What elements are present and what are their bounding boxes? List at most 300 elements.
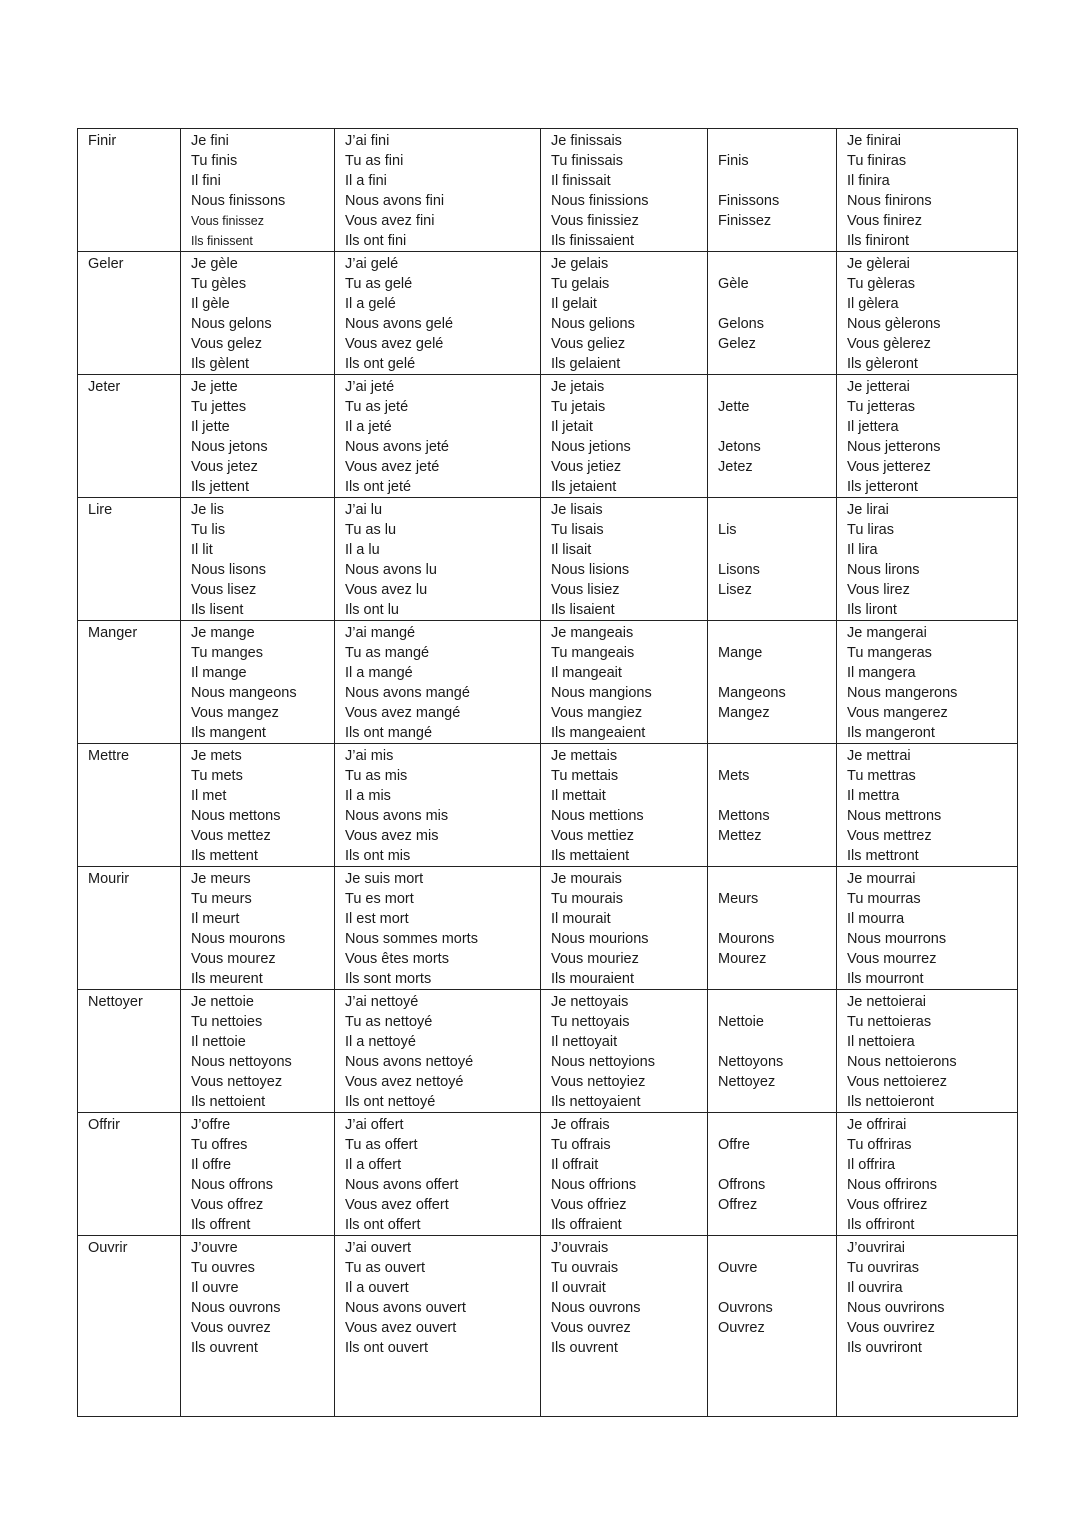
conjugation-form: Ils ont offert [345, 1217, 421, 1233]
conjugation-form: Il ouvrait [551, 1280, 606, 1296]
conjugation-form: Je suis mort [345, 871, 424, 887]
conjugation-form: Je mourrai [847, 871, 916, 887]
conjugation-form: Nous avons fini [345, 193, 445, 209]
present-tense-cell [181, 129, 335, 252]
conjugation-form: Mettez [718, 828, 762, 844]
conjugation-form [718, 1215, 826, 1235]
conjugation-form: J’ai fini [345, 133, 390, 149]
conjugation-form: Tu lis [191, 522, 226, 538]
conjugation-form: Je finirai [847, 133, 901, 149]
conjugation-form: Vous ouvrez [551, 1320, 631, 1336]
conjugation-form: Ils liront [847, 602, 897, 618]
table-row [78, 867, 1018, 990]
imperatif-cell [708, 621, 837, 744]
passe-compose-cell [335, 498, 541, 621]
conjugation-form: Tu nettoies [191, 1014, 263, 1030]
imperatif-cell [708, 744, 837, 867]
futur-cell [837, 621, 1018, 744]
conjugation-form: Je nettoie [191, 994, 254, 1010]
present-tense-cell [181, 744, 335, 867]
conjugation-form [718, 663, 826, 683]
conjugation-form: Il gèle [191, 296, 230, 312]
conjugation-form: Offrons [718, 1177, 766, 1193]
conjugation-form: Vous mouriez [551, 951, 639, 967]
conjugation-form: Tu mangeras [847, 645, 932, 661]
conjugation-form: Mange [718, 645, 763, 661]
conjugation-form: Ils ont mangé [345, 725, 433, 741]
conjugation-form: Vous offrez [191, 1197, 264, 1213]
verb-infinitive: Mourir [88, 871, 130, 887]
conjugation-form: Vous ouvrirez [847, 1320, 935, 1336]
conjugation-form: Nous mettions [551, 808, 644, 824]
conjugation-form: Vous nettoyez [191, 1074, 283, 1090]
imperatif-cell [708, 129, 837, 252]
conjugation-form: Je finissais [551, 133, 622, 149]
conjugation-form: Nettoie [718, 1014, 764, 1030]
conjugation-form: J’ai mangé [345, 625, 416, 641]
conjugation-form: Ils finissent [191, 234, 253, 248]
conjugation-form: Je mets [191, 748, 242, 764]
conjugation-form: Tu nettoieras [847, 1014, 932, 1030]
conjugation-form: Nous finirons [847, 193, 932, 209]
conjugation-form [718, 869, 826, 889]
conjugation-form: Il mange [191, 665, 247, 681]
verb-infinitive: Nettoyer [88, 994, 143, 1010]
imparfait-cell [541, 867, 708, 990]
imparfait-cell [541, 1113, 708, 1236]
conjugation-form [718, 477, 826, 497]
conjugation-form: Il mourra [847, 911, 905, 927]
conjugation-form: Tu ouvres [191, 1260, 255, 1276]
conjugation-form: Vous avez mis [345, 828, 439, 844]
conjugation-form: Ils finissaient [551, 233, 635, 249]
conjugation-form: Vous gèlerez [847, 336, 931, 352]
conjugation-form: Tu offres [191, 1137, 248, 1153]
conjugation-form: Tu liras [847, 522, 894, 538]
conjugation-form: Ouvrez [718, 1320, 765, 1336]
conjugation-form: J’ai ouvert [345, 1240, 412, 1256]
conjugation-form: Nous gèlerons [847, 316, 941, 332]
conjugation-form: Ils gelaient [551, 356, 621, 372]
conjugation-form: Il a fini [345, 173, 387, 189]
conjugation-form: Tu as ouvert [345, 1260, 426, 1276]
conjugation-form: Tu mets [191, 768, 243, 784]
conjugation-form: Tu as mis [345, 768, 408, 784]
conjugation-form [718, 600, 826, 620]
conjugation-form: Ils mettaient [551, 848, 630, 864]
present-tense-cell [181, 990, 335, 1113]
passe-compose-cell [335, 1113, 541, 1236]
futur-cell [837, 375, 1018, 498]
conjugation-form: Nous gelons [191, 316, 272, 332]
present-tense-cell [181, 498, 335, 621]
conjugation-form: Tu gèleras [847, 276, 915, 292]
conjugation-form: Vous avez mangé [345, 705, 461, 721]
conjugation-form: Ils mettent [191, 848, 258, 864]
verb-cell [78, 252, 181, 375]
conjugation-form: Vous mangez [191, 705, 279, 721]
conjugation-form: Vous êtes morts [345, 951, 449, 967]
conjugation-form: Ils lisaient [551, 602, 615, 618]
conjugation-form: Ils offriront [847, 1217, 915, 1233]
conjugation-form: Vous geliez [551, 336, 626, 352]
futur-cell [837, 498, 1018, 621]
conjugation-form: J’ai mis [345, 748, 394, 764]
conjugation-form: Il nettoyait [551, 1034, 618, 1050]
conjugation-form: Nous offrirons [847, 1177, 937, 1193]
verb-cell [78, 498, 181, 621]
conjugation-form: J’ai nettoyé [345, 994, 419, 1010]
conjugation-form: Gelez [718, 336, 756, 352]
conjugation-form: Tu offriras [847, 1137, 912, 1153]
conjugation-form: Il mettait [551, 788, 606, 804]
conjugation-form: Vous jetterez [847, 459, 931, 475]
conjugation-form: J’ai offert [345, 1117, 404, 1133]
imparfait-cell [541, 498, 708, 621]
conjugation-form: Tu as fini [345, 153, 404, 169]
table-row [78, 621, 1018, 744]
conjugation-form: Il offrira [847, 1157, 896, 1173]
conjugation-form: Nous mourions [551, 931, 649, 947]
conjugation-form: Tu mettais [551, 768, 619, 784]
conjugation-form: Nous jetterons [847, 439, 941, 455]
conjugation-form: Il jettera [847, 419, 899, 435]
conjugation-form: Tu jettes [191, 399, 247, 415]
conjugation-form [718, 1278, 826, 1298]
conjugation-form: Il lisait [551, 542, 592, 558]
conjugation-form: Nous offrions [551, 1177, 637, 1193]
verb-infinitive: Offrir [88, 1117, 120, 1133]
conjugation-form: Je lirai [847, 502, 889, 518]
conjugation-form: Je offrirai [847, 1117, 907, 1133]
conjugation-form: Je mettais [551, 748, 618, 764]
conjugation-form: Vous avez gelé [345, 336, 444, 352]
conjugation-form: Ils ouvrent [551, 1340, 618, 1356]
conjugation-form [718, 417, 826, 437]
present-tense-cell [181, 621, 335, 744]
conjugation-form: Je offrais [551, 1117, 610, 1133]
passe-compose-cell [335, 990, 541, 1113]
passe-compose-cell [335, 621, 541, 744]
conjugation-form: Ils mouraient [551, 971, 635, 987]
conjugation-form: Je lisais [551, 502, 603, 518]
conjugation-form: Ils jetaient [551, 479, 617, 495]
passe-compose-cell [335, 867, 541, 990]
conjugation-form: Ils ont jeté [345, 479, 412, 495]
conjugation-form: Nous mettrons [847, 808, 942, 824]
conjugation-form: Finissez [718, 213, 772, 229]
present-tense-cell [181, 1113, 335, 1236]
conjugation-form: Tu offrais [551, 1137, 611, 1153]
conjugation-form: Ils mangeaient [551, 725, 646, 741]
conjugation-form: Il mettra [847, 788, 900, 804]
conjugation-form: Tu jetais [551, 399, 606, 415]
conjugation-form: Tu as jeté [345, 399, 409, 415]
conjugation-form: Il a mangé [345, 665, 413, 681]
conjugation-form: Je gèlerai [847, 256, 910, 272]
conjugation-form: Ouvrons [718, 1300, 773, 1316]
conjugation-form [718, 786, 826, 806]
conjugation-form: Nous lirons [847, 562, 920, 578]
conjugation-form: Il finissait [551, 173, 611, 189]
present-tense-cell [181, 375, 335, 498]
conjugation-form: Je mettrai [847, 748, 911, 764]
futur-cell [837, 252, 1018, 375]
conjugation-form: Tu as nettoyé [345, 1014, 433, 1030]
conjugation-form: Vous finissiez [551, 213, 639, 229]
conjugation-form: Ils jettent [191, 479, 250, 495]
table-row [78, 1236, 1018, 1417]
conjugation-form [718, 969, 826, 989]
conjugation-form: Tu as mangé [345, 645, 430, 661]
futur-cell [837, 744, 1018, 867]
verb-infinitive: Finir [88, 133, 117, 149]
conjugation-form: Ils offraient [551, 1217, 622, 1233]
conjugation-form: Il met [191, 788, 227, 804]
conjugation-form: Je mangerai [847, 625, 927, 641]
conjugation-form: Ils ont mis [345, 848, 411, 864]
passe-compose-cell [335, 744, 541, 867]
conjugation-form: Tu ouvriras [847, 1260, 919, 1276]
conjugation-form: Meurs [718, 891, 759, 907]
conjugation-form: Ils offrent [191, 1217, 251, 1233]
conjugation-form: Je nettoierai [847, 994, 926, 1010]
conjugation-form: Il jette [191, 419, 230, 435]
imperatif-cell [708, 252, 837, 375]
conjugation-form: Tu gelais [551, 276, 610, 292]
conjugation-form: Ils nettoyaient [551, 1094, 641, 1110]
conjugation-form: Tu ouvrais [551, 1260, 619, 1276]
conjugation-form: Ils lisent [191, 602, 244, 618]
conjugation-form: Nous mangions [551, 685, 652, 701]
conjugation-form: Vous mettez [191, 828, 271, 844]
conjugation-form: Nous mettons [191, 808, 281, 824]
conjugation-form: Tu as offert [345, 1137, 418, 1153]
conjugation-form: Ils ont lu [345, 602, 399, 618]
conjugation-form: Vous jetiez [551, 459, 622, 475]
conjugation-form: Vous gelez [191, 336, 262, 352]
conjugation-form: Il offre [191, 1157, 232, 1173]
imparfait-cell [541, 1236, 708, 1417]
conjugation-form: Nous finissions [551, 193, 649, 209]
conjugation-form: Il lira [847, 542, 878, 558]
conjugation-form: Vous mettrez [847, 828, 932, 844]
conjugation-form: Tu finissais [551, 153, 623, 169]
conjugation-form: Jette [718, 399, 750, 415]
conjugation-form: Ouvre [718, 1260, 758, 1276]
table-row [78, 744, 1018, 867]
conjugation-form: Ils finiront [847, 233, 910, 249]
conjugation-form: Mangez [718, 705, 770, 721]
conjugation-form: Nous ouvrons [191, 1300, 281, 1316]
conjugation-form: Il finira [847, 173, 890, 189]
imperatif-cell [708, 1236, 837, 1417]
conjugation-form: Tu mangeais [551, 645, 635, 661]
conjugation-form: Vous finissez [191, 214, 264, 228]
conjugation-form [718, 909, 826, 929]
conjugation-form: Il gèlera [847, 296, 899, 312]
conjugation-form: Ils ont ouvert [345, 1340, 429, 1356]
verb-infinitive: Geler [88, 256, 124, 272]
conjugation-form: Tu mourais [551, 891, 623, 907]
conjugation-form: J’ouvrirai [847, 1240, 906, 1256]
conjugation-form [718, 1338, 826, 1358]
conjugation-form: Il jetait [551, 419, 593, 435]
conjugation-form: Il a ouvert [345, 1280, 409, 1296]
conjugation-form: J’ouvre [191, 1240, 238, 1256]
conjugation-form: J’ouvrais [551, 1240, 609, 1256]
conjugation-form: Il est mort [345, 911, 409, 927]
conjugation-form: Nous avons mis [345, 808, 449, 824]
conjugation-form: Nous jetons [191, 439, 268, 455]
imparfait-cell [541, 744, 708, 867]
futur-cell [837, 867, 1018, 990]
conjugation-form: Vous avez ouvert [345, 1320, 457, 1336]
conjugation-form: Nous avons jeté [345, 439, 449, 455]
conjugation-form: Vous mourez [191, 951, 276, 967]
conjugation-form [718, 1092, 826, 1112]
present-tense-cell [181, 867, 335, 990]
conjugation-form: Vous mangerez [847, 705, 948, 721]
conjugation-form [718, 746, 826, 766]
conjugation-form: Nous avons ouvert [345, 1300, 466, 1316]
conjugation-form: Tu mettras [847, 768, 916, 784]
conjugation-form: Je lis [191, 502, 225, 518]
conjugation-form: Il mangeait [551, 665, 622, 681]
conjugation-form: Lisez [718, 582, 752, 598]
conjugation-form: Lis [718, 522, 737, 538]
verb-cell [78, 867, 181, 990]
conjugation-form: Vous offrirez [847, 1197, 928, 1213]
conjugation-form: Vous ouvrez [191, 1320, 271, 1336]
conjugation-form [718, 1155, 826, 1175]
verb-cell [78, 744, 181, 867]
conjugation-form [718, 846, 826, 866]
conjugation-form: Ils ont gelé [345, 356, 416, 372]
futur-cell [837, 1113, 1018, 1236]
conjugation-form: Gelons [718, 316, 764, 332]
conjugation-form [718, 723, 826, 743]
conjugation-form: Je nettoyais [551, 994, 629, 1010]
conjugation-form: Nous nettoierons [847, 1054, 957, 1070]
conjugation-form: Nous sommes morts [345, 931, 478, 947]
futur-cell [837, 129, 1018, 252]
conjugation-form: Tu finis [191, 153, 238, 169]
conjugation-form: Jetez [718, 459, 753, 475]
conjugation-form: Je fini [191, 133, 229, 149]
conjugation-form: Vous lisiez [551, 582, 620, 598]
conjugation-form: Tu gèles [191, 276, 247, 292]
conjugation-form: Nous offrons [191, 1177, 273, 1193]
conjugation-form: Ils nettoient [191, 1094, 266, 1110]
conjugation-form: Mangeons [718, 685, 786, 701]
conjugation-form: Vous avez lu [345, 582, 428, 598]
conjugation-form: Nous avons mangé [345, 685, 470, 701]
conjugation-form: Vous avez offert [345, 1197, 449, 1213]
verb-cell [78, 621, 181, 744]
conjugation-form: Finis [718, 153, 749, 169]
conjugation-form [718, 1032, 826, 1052]
conjugation-form: Il a jeté [345, 419, 392, 435]
conjugation-form: Nous mourons [191, 931, 286, 947]
conjugation-form: Lisons [718, 562, 760, 578]
conjugation-form: Tu es mort [345, 891, 414, 907]
conjugation-form: Je meurs [191, 871, 251, 887]
conjugation-form: Nous ouvrons [551, 1300, 641, 1316]
conjugation-form: Ils meurent [191, 971, 263, 987]
conjugation-form [718, 354, 826, 374]
conjugation-form: Vous mourrez [847, 951, 937, 967]
conjugation-form: Tu meurs [191, 891, 252, 907]
verb-cell [78, 1113, 181, 1236]
conjugation-form: Il a offert [345, 1157, 402, 1173]
conjugation-form: Je mange [191, 625, 255, 641]
conjugation-form [718, 992, 826, 1012]
conjugation-form: Vous nettoyiez [551, 1074, 646, 1090]
conjugation-form: Je gèle [191, 256, 238, 272]
conjugation-form: Je gelais [551, 256, 609, 272]
conjugation-form: Tu as gelé [345, 276, 413, 292]
conjugation-form: Ils ont fini [345, 233, 407, 249]
conjugation-form: Nous avons lu [345, 562, 437, 578]
conjugation-form: Vous nettoierez [847, 1074, 947, 1090]
conjugation-table [77, 128, 1018, 1417]
conjugation-form: Offrez [718, 1197, 758, 1213]
conjugation-form: Nous avons gelé [345, 316, 454, 332]
conjugation-form: Tu as lu [345, 522, 397, 538]
conjugation-table-body [78, 129, 1018, 1417]
imperatif-cell [708, 498, 837, 621]
conjugation-form: Nettoyons [718, 1054, 784, 1070]
conjugation-form: Ils mourront [847, 971, 924, 987]
conjugation-form: J’ai jeté [345, 379, 395, 395]
conjugation-form: Il nettoie [191, 1034, 246, 1050]
conjugation-form: Il a nettoyé [345, 1034, 416, 1050]
imperatif-cell [708, 1113, 837, 1236]
conjugation-form [718, 131, 826, 151]
table-row [78, 990, 1018, 1113]
conjugation-form: Nous lisons [191, 562, 266, 578]
conjugation-form: Vous avez fini [345, 213, 435, 229]
conjugation-form: Tu finiras [847, 153, 907, 169]
conjugation-form: Il a lu [345, 542, 380, 558]
verb-cell [78, 1236, 181, 1417]
conjugation-form: Vous finirez [847, 213, 922, 229]
conjugation-form: Il ouvre [191, 1280, 239, 1296]
conjugation-form: Vous mangiez [551, 705, 643, 721]
table-row [78, 375, 1018, 498]
imperatif-cell [708, 990, 837, 1113]
conjugation-form: Nous avons nettoyé [345, 1054, 474, 1070]
conjugation-form: Tu manges [191, 645, 263, 661]
conjugation-form: J’ai gelé [345, 256, 399, 272]
conjugation-form: Nous avons offert [345, 1177, 459, 1193]
conjugation-form [718, 1115, 826, 1135]
conjugation-form: Ils jetteront [847, 479, 918, 495]
conjugation-form: Ils gèlent [191, 356, 250, 372]
imparfait-cell [541, 375, 708, 498]
imperatif-cell [708, 375, 837, 498]
conjugation-form [718, 294, 826, 314]
verb-infinitive: Jeter [88, 379, 121, 395]
conjugation-form [718, 623, 826, 643]
conjugation-form: Ils sont morts [345, 971, 432, 987]
passe-compose-cell [335, 375, 541, 498]
conjugation-form: J’ai lu [345, 502, 383, 518]
conjugation-form: Nettoyez [718, 1074, 776, 1090]
imparfait-cell [541, 990, 708, 1113]
conjugation-form: Ils mangent [191, 725, 266, 741]
